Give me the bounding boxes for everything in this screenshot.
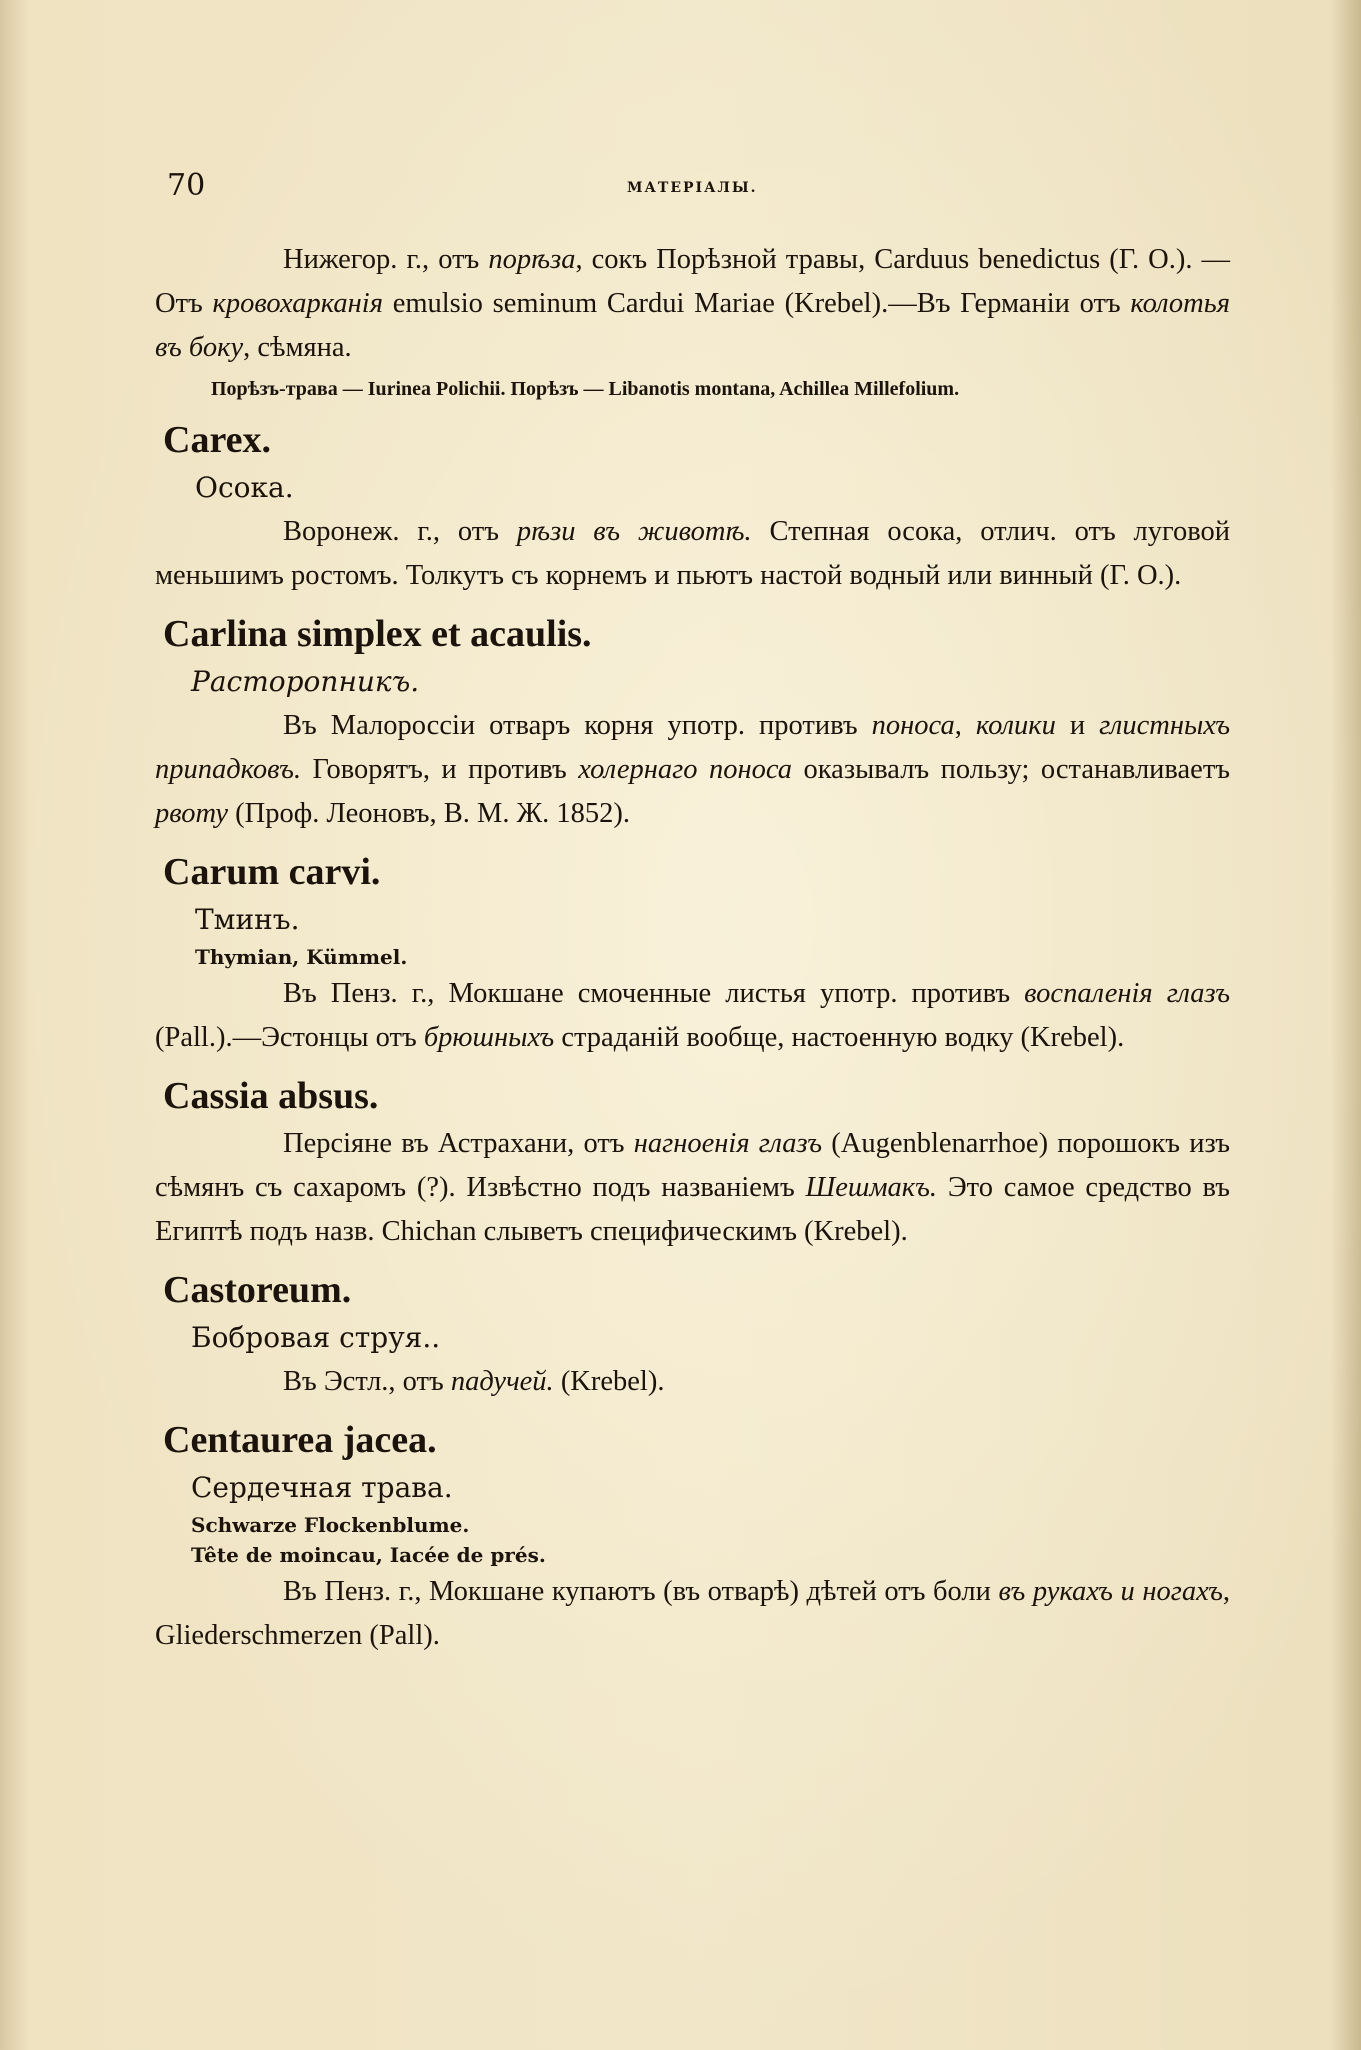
entry [155, 238, 1230, 404]
common-name: Осока. [195, 471, 294, 504]
entry-heading: Carlina simplex et acaulis. [163, 613, 592, 655]
foreign-name: Tête de moincau, Iacée de prés. [191, 1543, 546, 1567]
entry [155, 1268, 1230, 1404]
italic-term: кровохарканія [212, 288, 383, 319]
italic-term: колотья въ боку [155, 288, 1230, 363]
italic-term: колики [975, 710, 1056, 741]
foreign-name: Schwarze Flockenblume. [191, 1513, 470, 1537]
entry-text: Персіяне въ Астрахани, отъ нагноенія глазъ (Augenblenarrhoe) порошокъ изъ сѣмянъ съ сахаромъ (?). Извѣстно подъ названіемъ Шешмакъ. Это самое средство въ Египтѣ подъ назв. Chichan слыветъ специфическимъ (Krebel). [155, 1128, 1230, 1247]
entry-note: Порѣзъ-трава — Iurinea Polichii. Порѣзъ — Libanotis montana, Achillea Millefolium. [211, 378, 960, 400]
entry-text: Въ Пенз. г., Мокшане купаютъ (въ отварѣ) дѣтей отъ боли въ рукахъ и ногахъ, Gliederschmerzen (Pall). [155, 1576, 1230, 1651]
entry [155, 418, 1230, 598]
italic-term: глистныхъ припадковъ. [155, 710, 1230, 785]
entry-heading: Cassia absus. [163, 1075, 379, 1117]
common-name: Сердечная трава. [191, 1471, 453, 1504]
entry [155, 1418, 1230, 1658]
italic-term: въ рукахъ и ногахъ [998, 1576, 1223, 1607]
italic-term: порѣза [488, 244, 576, 275]
entry-text: Воронеж. г., отъ рѣзи въ животѣ. Степная осока, отлич. отъ луговой меньшимъ ростомъ. Толкутъ съ корнемъ и пьютъ настой водный или винный (Г. О.). [155, 516, 1230, 591]
italic-term: рѣзи въ животѣ. [516, 516, 752, 547]
italic-term: падучей. [450, 1366, 554, 1397]
entry-heading: Centaurea jacea. [163, 1419, 437, 1461]
entry-text: Въ Пенз. г., Мокшане смоченные листья употр. противъ воспаленія глазъ (Pall.).—Эстонцы отъ брюшныхъ страданій вообще, настоенную водку (Krebel). [155, 978, 1231, 1053]
entry-heading: Carum carvi. [163, 851, 381, 893]
italic-term: Шешмакъ. [805, 1172, 938, 1203]
entry [155, 1074, 1230, 1254]
entry-heading: Castoreum. [163, 1269, 352, 1311]
page-header [167, 168, 1227, 208]
common-name: Бобровая струя.. [191, 1321, 441, 1354]
italic-term: брюшныхъ [423, 1022, 555, 1053]
entry [155, 850, 1230, 1060]
italic-term: воспаленія глазъ [1024, 978, 1231, 1009]
entry [155, 612, 1230, 836]
italic-term: рвоту [155, 798, 229, 829]
entry-heading: Carex. [163, 419, 271, 461]
entry-text: Нижегор. г., отъ порѣза, сокъ Порѣзной травы, Carduus benedictus (Г. О.). — Отъ кровохарканія emulsio seminum Cardui Mariae (Krebel).—Въ Германіи отъ колотья въ боку, сѣмяна. [155, 244, 1230, 363]
italic-term: нагноенія глазъ [633, 1128, 823, 1159]
entry-text: Въ Эстл., отъ падучей. (Krebel). [283, 1366, 665, 1397]
italic-term: поноса [871, 710, 955, 741]
entry-text: Въ Малороссіи отваръ корня употр. противъ поноса, колики и глистныхъ припадковъ. Говорятъ, и противъ холернаго поноса оказывалъ пользу; останавливаетъ рвоту (Проф. Леоновъ, В. М. Ж. 1852). [155, 710, 1231, 829]
common-name: Расторопникъ. [191, 665, 420, 698]
running-head: МАТЕРІАЛЫ. [627, 180, 758, 196]
page-body [155, 238, 1230, 1658]
page-number: 70 [167, 168, 206, 203]
italic-term: холернаго поноса [578, 754, 793, 785]
common-name: Тминъ. [195, 903, 300, 936]
foreign-name: Thymian, Kümmel. [195, 945, 408, 969]
